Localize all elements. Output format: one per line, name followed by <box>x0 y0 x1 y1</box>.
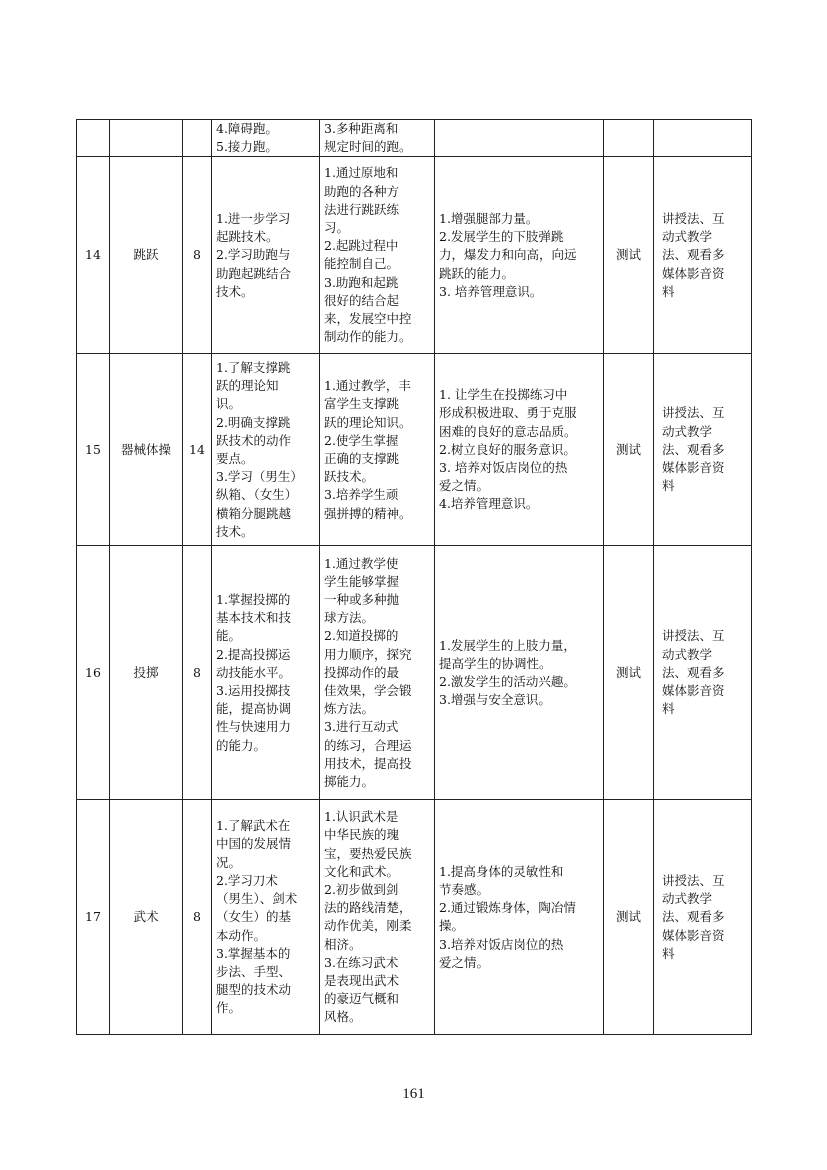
cell-goal: 3.多种距离和 规定时间的跑。 <box>320 120 435 157</box>
cell-method: 讲授法、互 动式教学 法、观看多 媒体影音资 料 <box>654 800 752 1035</box>
cell-lesson-name: 武术 <box>110 800 183 1035</box>
table-row <box>77 354 752 546</box>
cell-lesson-number: 17 <box>77 800 110 1035</box>
cell-content: 1.进一步学习 起跳技术。 2.学习助跑与 助跑起跳结合 技术。 <box>212 157 320 354</box>
cell-assessment: 测试 <box>604 157 654 354</box>
curriculum-table <box>76 119 752 1035</box>
cell-lesson-number: 15 <box>77 354 110 546</box>
cell-method: 讲授法、互 动式教学 法、观看多 媒体影音资 料 <box>654 157 752 354</box>
cell-moral: 1. 让学生在投掷练习中 形成积极进取、勇于克服 困难的良好的意志品质。 2.树立良好的服务意识。 3. 培养对饭店岗位的热 爱之情。 4.培养管理意识。 <box>435 354 604 546</box>
cell-lesson-name: 器械体操 <box>110 354 183 546</box>
table-row <box>77 157 752 354</box>
table-row <box>77 800 752 1035</box>
cell-hours: 14 <box>183 354 212 546</box>
cell-lesson-name <box>110 120 183 157</box>
cell-goal: 1.通过原地和 助跑的各种方 法进行跳跃练 习。 2.起跳过程中 能控制自己。 3.助跑和起跳 很好的结合起 来，发展空中控 制动作的能力。 <box>320 157 435 354</box>
cell-hours <box>183 120 212 157</box>
cell-goal: 1.认识武术是 中华民族的瑰 宝，要热爱民族 文化和武术。 2.初步做到剑 法的路线清楚， 动作优美，刚柔 相济。 3.在练习武术 是表现出武术 的豪迈气概和 风格。 <box>320 800 435 1035</box>
page-number: 161 <box>402 1086 425 1102</box>
cell-moral: 1.提高身体的灵敏性和 节奏感。 2.通过锻炼身体，陶冶情 操。 3.培养对饭店岗位的热 爱之情。 <box>435 800 604 1035</box>
cell-lesson-number: 16 <box>77 546 110 800</box>
table-row <box>77 546 752 800</box>
cell-content: 1.了解支撑跳 跃的理论知 识。 2.明确支撑跳 跃技术的动作 要点。 3.学习（男生） 纵箱、（女生） 横箱分腿跳越 技术。 <box>212 354 320 546</box>
cell-method: 讲授法、互 动式教学 法、观看多 媒体影音资 料 <box>654 354 752 546</box>
table-row <box>77 120 752 157</box>
cell-assessment: 测试 <box>604 800 654 1035</box>
cell-lesson-number <box>77 120 110 157</box>
cell-moral: 1.增强腿部力量。 2.发展学生的下肢弹跳 力，爆发力和向高，向远 跳跃的能力。 3. 培养管理意识。 <box>435 157 604 354</box>
cell-assessment: 测试 <box>604 546 654 800</box>
cell-content: 1.掌握投掷的 基本技术和技 能。 2.提高投掷运 动技能水平。 3.运用投掷技 能，提高协调 性与快速用力 的能力。 <box>212 546 320 800</box>
cell-content: 1.了解武术在 中国的发展情 况。 2.学习刀术 （男生）、剑术 （女生）的基 本动作。 3.掌握基本的 步法、手型、 腿型的技术动 作。 <box>212 800 320 1035</box>
cell-method: 讲授法、互 动式教学 法、观看多 媒体影音资 料 <box>654 546 752 800</box>
cell-content: 4.障碍跑。 5.接力跑。 <box>212 120 320 157</box>
cell-hours: 8 <box>183 800 212 1035</box>
cell-method <box>654 120 752 157</box>
cell-assessment: 测试 <box>604 354 654 546</box>
cell-moral <box>435 120 604 157</box>
cell-moral: 1.发展学生的上肢力量， 提高学生的协调性。 2.激发学生的活动兴趣。 3.增强与安全意识。 <box>435 546 604 800</box>
cell-goal: 1.通过教学使 学生能够掌握 一种或多种抛 球方法。 2.知道投掷的 用力顺序，探究 投掷动作的最 佳效果，学会锻 炼方法。 3.进行互动式 的练习，合理运 用技术，提高投 掷能力。 <box>320 546 435 800</box>
cell-lesson-name: 投掷 <box>110 546 183 800</box>
cell-hours: 8 <box>183 157 212 354</box>
cell-goal: 1.通过教学，丰 富学生支撑跳 跃的理论知识。 2.使学生掌握 正确的支撑跳 跃技术。 3.培养学生顽 强拼搏的精神。 <box>320 354 435 546</box>
cell-assessment <box>604 120 654 157</box>
cell-lesson-name: 跳跃 <box>110 157 183 354</box>
cell-lesson-number: 14 <box>77 157 110 354</box>
cell-hours: 8 <box>183 546 212 800</box>
